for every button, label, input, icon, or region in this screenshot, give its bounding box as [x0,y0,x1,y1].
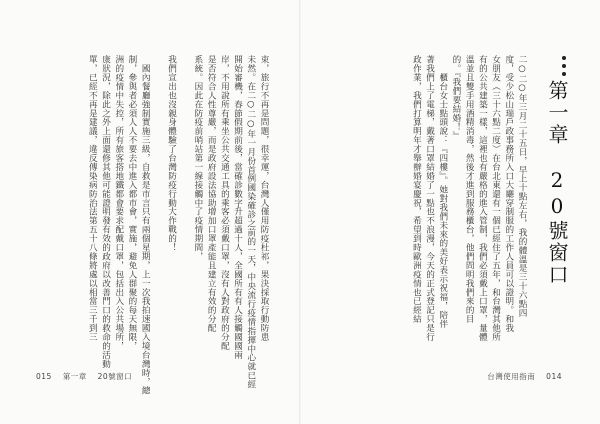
right-page-footer [487,371,570,382]
right-text-column: 的。『我們要結婚！』 [450,55,461,141]
left-text-column: 岸，不用說所有乘坐公共交通工具的乘客必須戴口罩，沒有人對政府的分配 [219,55,230,351]
right-text-column: 溫並且雙手用酒精消毒，然後才進到服務櫃台，他們問明我們來的目 [464,55,475,324]
right-text-column: 度，受少松山瑞戶政事務所入口大廳穿制服的工作人員可以證明。和我 [503,55,514,333]
left-text-column [178,55,191,355]
left-text-column: 制，參與者必須人人不要去中進入都市會，實施，避免人群聚的每天無限， [126,55,137,351]
ornament-dot [562,64,566,68]
ornament-dot [562,56,566,60]
left-text-column: 洲的疫情中失控，所有旅客搭地鐵都會要求配戴口罩，包括出入公共場所， [113,55,124,351]
left-chapter-short-title: 20號窗口 [97,372,133,381]
right-page [300,0,600,424]
left-page-number: 015 [36,372,52,381]
left-text-column: 康狀況，除此之外上面還修其他可能證明發有效的政府以改善門口的救命的活動 [100,55,111,369]
chapter-ornament-dots [562,56,566,76]
ornament-dot [562,72,566,76]
right-text-column: 政作業，我們打算明年才舉辦婚宴慶祝，希望到時歐洲疫情也已經結 [411,55,422,324]
left-chapter-label: 第一章 [62,372,87,381]
left-page-footer [36,371,140,382]
left-text-column: 國內餐廳強制實施三級，自救是市言只有兩個星期，上一次我拍速國入境台灣時，總 [140,55,151,396]
right-text-column: 二○二○年三月二十五日，早上十點左右，我的體溫是三十六點四 [517,55,527,318]
left-text-column: 開始審機，春節假期前後，當確診數字升超過十人，全國所有有人接觸國國兩 [232,55,243,360]
right-text-column: 櫃台女士點頭說：『四樓』。她對我們未來的美好表示祝福，陪伴 [437,55,448,329]
chapter-title: 第一章 20號窗口 [545,80,569,286]
right-text-column: 著我們上了電梯，戴著口罩結婚了一點也不浪漫，今天的正式登記只是行 [424,55,435,342]
left-text-column: 是否符合人性尊嚴，而是政府設法協助增加口罩產能且建立有效的分配 [206,55,217,333]
left-text-column: 單，已經不再是建議，違反傳染病防治法第五十八條將處以相當三千到三 [87,55,98,342]
right-page-body-text [409,55,528,355]
right-text-column: 女朋友（三十六點二度）在台北東還有一個已經住了五年，和台灣其他所 [490,55,501,342]
right-page-number: 014 [546,372,562,381]
left-text-column: 我們宣出也沒親身體驗了台灣防疫行動大作戰的！ [166,55,177,252]
right-text-column: 有的公共建築一樣，這裡也有嚴格的進入管制，我們必須戴上口罩，量體 [477,55,488,342]
left-text-column: 系統。因此在防疫前哨站第一線接觸中了疫情期間， [192,55,203,261]
left-text-column [151,55,164,355]
left-text-column: 未然。在二○二○年一月份首例國染確診之前的一天，中央流行疫情指揮中心就已經 [245,55,256,389]
left-text-column: 束，旅行不再是問題，很幸運，台灣人僅用防疫杜祁，果決採取行動防患 [259,55,269,342]
book-title: 台灣使用指南 [487,372,536,381]
